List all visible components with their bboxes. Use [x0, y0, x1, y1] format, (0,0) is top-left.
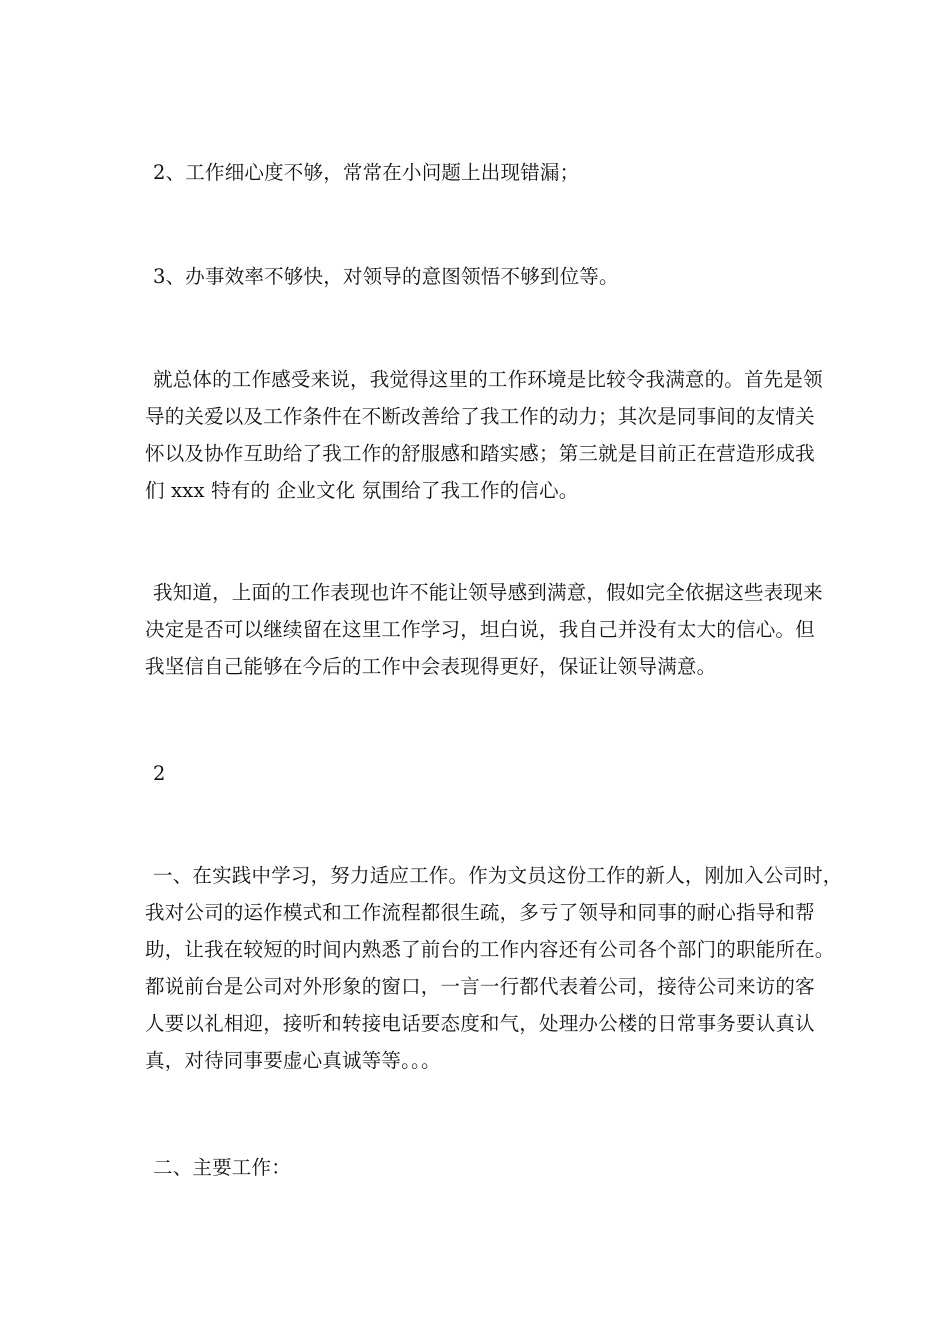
list-item-2: 2、工作细心度不够，常常在小问题上出现错漏； [153, 161, 580, 184]
paragraph-3-line-2: 我对公司的运作模式和工作流程都很生疏，多亏了领导和同事的耐心指导和帮 [145, 901, 815, 924]
paragraph-2-line-1: 我知道，上面的工作表现也许不能让领导感到满意，假如完全依据这些表现来 [153, 581, 823, 604]
paragraph-2-line-3: 我坚信自己能够在今后的工作中会表现得更好，保证让领导满意。 [145, 655, 717, 678]
paragraph-1-line-4: 们 xxx 特有的 企业文化 氛围给了我工作的信心。 [145, 479, 579, 502]
section-heading-2: 二、主要工作： [153, 1156, 291, 1179]
paragraph-1-line-3: 怀以及协作互助给了我工作的舒服感和踏实感；第三就是目前正在营造形成我 [145, 442, 815, 465]
paragraph-3-line-1: 一、在实践中学习，努力适应工作。作为文员这份工作的新人，刚加入公司时， [153, 864, 843, 887]
paragraph-3-line-4: 都说前台是公司对外形象的窗口，一言一行都代表着公司，接待公司来访的客 [145, 975, 815, 998]
paragraph-3-line-3: 助，让我在较短的时间内熟悉了前台的工作内容还有公司各个部门的职能所在。 [145, 938, 835, 961]
list-item-3: 3、办事效率不够快，对领导的意图领悟不够到位等。 [153, 265, 619, 288]
paragraph-3-line-5: 人要以礼相迎，接听和转接电话要态度和气，处理办公楼的日常事务要认真认 [145, 1012, 815, 1035]
paragraph-1-line-1: 就总体的工作感受来说，我觉得这里的工作环境是比较令我满意的。首先是领 [153, 368, 823, 391]
section-number: 2 [153, 762, 166, 785]
paragraph-3-line-6: 真，对待同事要虚心真诚等等。。。 [145, 1049, 441, 1072]
paragraph-1-line-2: 导的关爱以及工作条件在不断改善给了我工作的动力；其次是同事间的友情关 [145, 405, 815, 428]
paragraph-2-line-2: 决定是否可以继续留在这里工作学习，坦白说，我自己并没有太大的信心。但 [145, 618, 815, 641]
